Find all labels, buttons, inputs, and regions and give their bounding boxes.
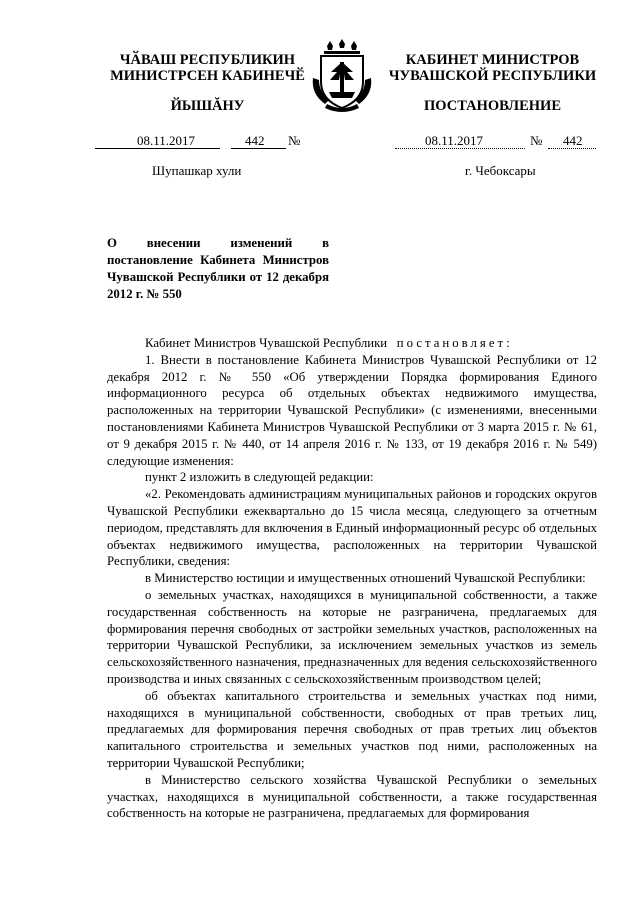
header-right bbox=[385, 52, 600, 84]
header-left-line-1: ЧӐВАШ РЕСПУБЛИКИН bbox=[119, 52, 296, 68]
header-left bbox=[100, 52, 315, 84]
document-subject: О внесении изменений в постановление Кабинета Министров Чувашской Республики от 12 декабря 2012 г. № 550 bbox=[107, 236, 329, 301]
left-date-underline bbox=[95, 148, 220, 149]
header-left-line-2: МИНИСТРСЕН КАБИНЕЧӖ bbox=[110, 68, 305, 84]
left-number-sign: № bbox=[288, 133, 301, 148]
body-paragraph: об объектах капитального строительства и земельных участках под ними, находящихся в муниципальной собственности, свободных от прав третьих лиц, предлагаемых для формирования перечня свободных от прав третьих лиц объектов капитального строительства и земельных участков под ними, расположенных на территории Чувашской Республики; bbox=[107, 688, 597, 770]
right-place: г. Чебоксары bbox=[465, 163, 536, 178]
coat-of-arms-emblem bbox=[307, 38, 377, 114]
body-paragraph: о земельных участках, находящихся в муниципальной собственности, а также государственная собственность на которые не разграничена, предлагаемых для формирования перечня свободных от застройки земельных участков, расположенных на территории Чувашской Республики, за исключением земельных участков из земель сельскохозяйственного назначения, предназначенных для ведения сельскохозяйственного производства и иных связанных с сельскохозяйственным производством целей; bbox=[107, 587, 597, 686]
document-body bbox=[107, 335, 597, 822]
header-right-line-2: ЧУВАШСКОЙ РЕСПУБЛИКИ bbox=[388, 68, 597, 84]
right-date-underline bbox=[395, 148, 525, 149]
body-paragraph: в Министерство сельского хозяйства Чувашской Республики о земельных участках, находящихся в муниципальной собственности, а также государственная собственность на которые не разграничена, предлагаемых для формирования bbox=[107, 772, 597, 821]
intro-lead: Кабинет Министров Чувашской Республики bbox=[145, 336, 388, 350]
header-right-line-1: КАБИНЕТ МИНИСТРОВ bbox=[405, 52, 580, 68]
right-number-sign: № bbox=[530, 133, 543, 148]
left-number: 442 bbox=[245, 133, 265, 148]
right-number-underline bbox=[548, 148, 596, 149]
left-place: Шупашкар хули bbox=[152, 163, 242, 178]
doc-type-left: ЙЫШĂНУ bbox=[170, 98, 245, 114]
left-meta-row bbox=[95, 133, 330, 149]
right-date: 08.11.2017 bbox=[425, 133, 484, 148]
left-number-underline bbox=[231, 148, 286, 149]
right-meta-row bbox=[380, 133, 605, 149]
body-paragraph: пункт 2 изложить в следующей редакции: bbox=[145, 470, 374, 485]
body-paragraph: в Министерство юстиции и имущественных отношений Чувашской Республики: bbox=[145, 571, 586, 586]
left-date: 08.11.2017 bbox=[137, 133, 196, 148]
intro-paragraph bbox=[107, 335, 597, 352]
doc-type-right: ПОСТАНОВЛЕНИЕ bbox=[423, 98, 561, 114]
right-number: 442 bbox=[563, 133, 583, 148]
body-paragraph: 1. Внести в постановление Кабинета Министров Чувашской Республики от 12 декабря 2012 г. № 550 «Об утверждении Порядка формирования Единого информационного ресурса об отдельных объектах недвижимого имущества, расположенных на территории Чувашской Республики» (с изменениями, внесенными постановлениями Кабинета Министров Чувашской Республики от 3 марта 2015 г. № 61, от 9 декабря 2015 г. № 440, от 14 апреля 2016 г. № 133, от 19 декабря 2016 г. № 549) следующие изменения: bbox=[107, 352, 597, 468]
intro-verb: постановляет: bbox=[396, 336, 513, 350]
body-paragraph: «2. Рекомендовать администрациям муниципальных районов и городских округов Чувашской Республики ежеквартально до 15 числа месяца, следующего за отчетным периодом, представлять для включения в Единый информационный ресурс об отдельных объектах недвижимого имущества, расположенных на территории Чувашской Республики, сведения: bbox=[107, 487, 597, 569]
